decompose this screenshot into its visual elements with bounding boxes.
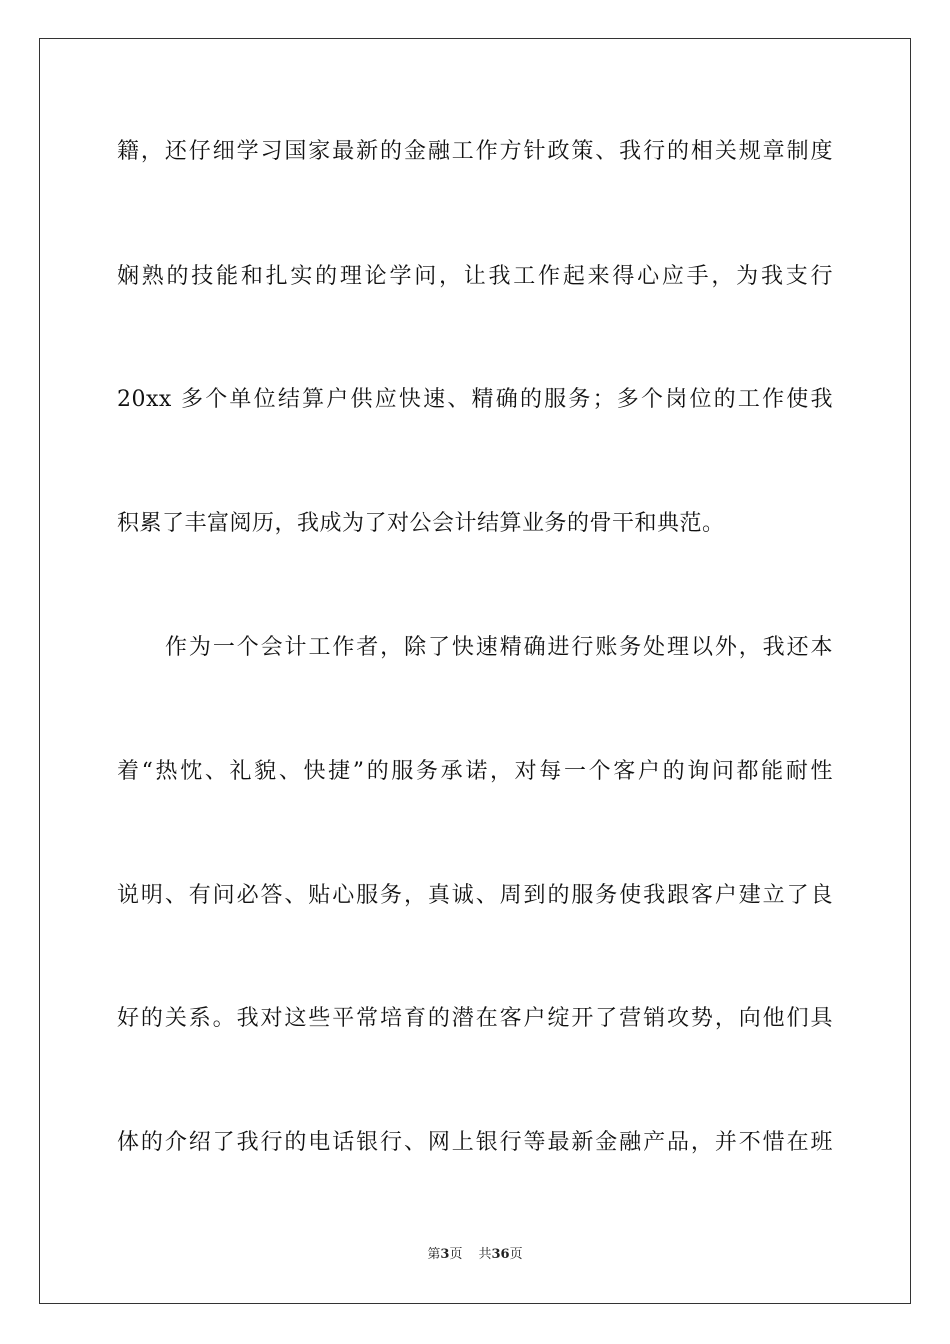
text-line: 体的介绍了我行的电话银行、网上银行等最新金融产品，并不惜在班 bbox=[117, 1130, 833, 1155]
total-prefix: 共 bbox=[478, 1247, 492, 1262]
text-line: 好的关系。我对这些平常培育的潜在客户绽开了营销攻势，向他们具 bbox=[117, 1006, 833, 1031]
text-line: 说明、有问必答、贴心服务，真诚、周到的服务使我跟客户建立了良 bbox=[117, 883, 833, 908]
page-footer bbox=[0, 1245, 950, 1265]
page-prefix: 第 bbox=[427, 1247, 441, 1262]
text-line: 娴熟的技能和扎实的理论学问，让我工作起来得心应手，为我支行 bbox=[117, 264, 833, 289]
total-suffix: 页 bbox=[509, 1247, 523, 1262]
page-suffix: 页 bbox=[449, 1247, 463, 1262]
text-line: 20xx 多个单位结算户供应快速、精确的服务；多个岗位的工作使我 bbox=[117, 387, 833, 412]
text-line: 籍，还仔细学习国家最新的金融工作方针政策、我行的相关规章制度 bbox=[117, 139, 833, 164]
page-border bbox=[39, 38, 911, 1304]
page-number: 3 bbox=[440, 1247, 450, 1262]
paragraph-first-line: 作为一个会计工作者，除了快速精确进行账务处理以外，我还本 bbox=[165, 635, 833, 660]
total-pages: 36 bbox=[491, 1247, 510, 1262]
text-line: 积累了丰富阅历，我成为了对公会计结算业务的骨干和典范。 bbox=[117, 511, 725, 536]
text-line: 着“热忱、礼貌、快捷”的服务承诺，对每一个客户的询问都能耐性 bbox=[117, 759, 833, 784]
